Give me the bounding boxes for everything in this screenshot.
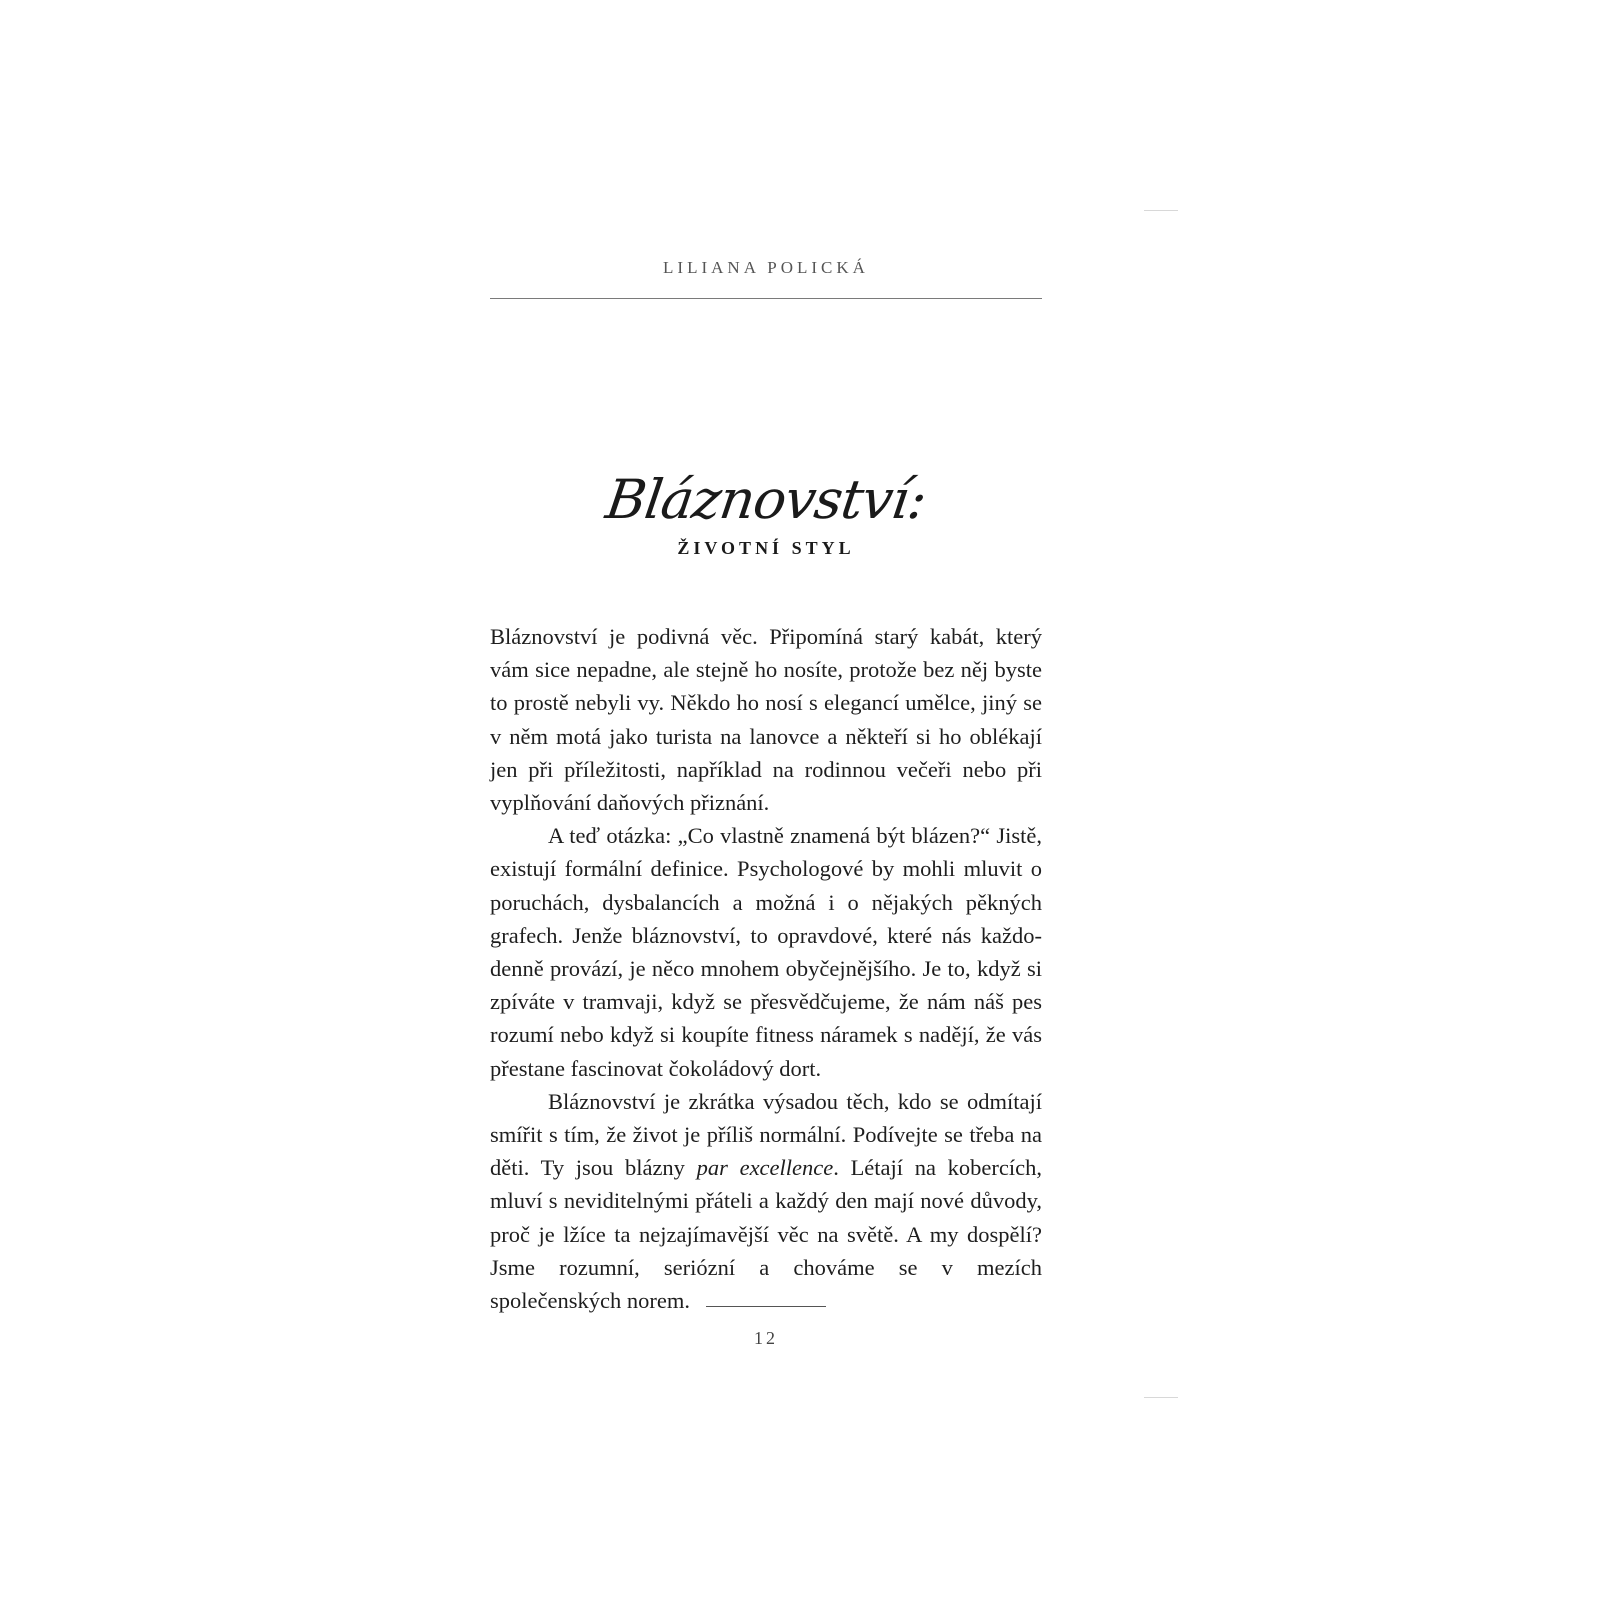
paragraph-2: A teď otázka: „Co vlastně znamená být blázen?“ Jistě, existují formální definice. Psychologové by mohli mluvit o poruchách, dysbalancích a možná i o nějakých pěkných grafech. Jenže bláznovství, to opravdové, které nás každodenně provází, je něco mnohem obyčejnějšího. Je to, když si zpíváte v tramvaji, když se přesvědčujeme, že nám náš pes rozumí nebo když si koupíte fitness náramek s nadějí, že vás přestane fascinovat čokoládový dort. xyxy=(490,823,1042,1081)
chapter-subtitle: ŽIVOTNÍ STYL xyxy=(677,538,855,558)
crop-mark-top xyxy=(1144,210,1178,211)
paragraph-3 xyxy=(490,1085,1042,1317)
paragraph-1: Bláznovství je podivná věc. Připomíná starý kabát, který vám sice nepadne, ale stejně ho nosíte, protože bez něj byste to prostě nebyli vy. Někdo ho nosí s elegancí umělce, jiný se v něm motá jako turista na lanovce a někteří si ho oblékají jen při příležitosti, například na rodinnou večeři nebo při vyplňování daňových přiznání. xyxy=(490,624,1042,816)
page-number: 12 xyxy=(754,1328,778,1348)
header-rule xyxy=(490,298,1042,299)
paragraph-3-start: Bláznovství je zkrátka výsadou těch, kdo se odmítají smířit s tím, že život je příliš normální. Podívejte se třeba na děti. Ty jsou blázny xyxy=(490,1088,1042,1181)
paragraph-3-end: . Létají na kobercích, mluví s neviditelnými přáteli a každý den mají nové důvody, proč je lžíce ta nejzajímavější věc na světě. A my dospělí? Jsme rozumní, seriózní a chováme se v mezích společenských norem. xyxy=(490,1155,1042,1314)
italic-phrase: par excellence xyxy=(696,1155,834,1181)
body-text xyxy=(490,620,1042,1317)
crop-mark-bottom xyxy=(1144,1397,1178,1398)
footer-rule xyxy=(706,1306,826,1307)
running-head: LILIANA POLICKÁ xyxy=(663,258,869,277)
book-page xyxy=(490,0,1042,1600)
chapter-title: Bláznovství: xyxy=(602,468,930,531)
